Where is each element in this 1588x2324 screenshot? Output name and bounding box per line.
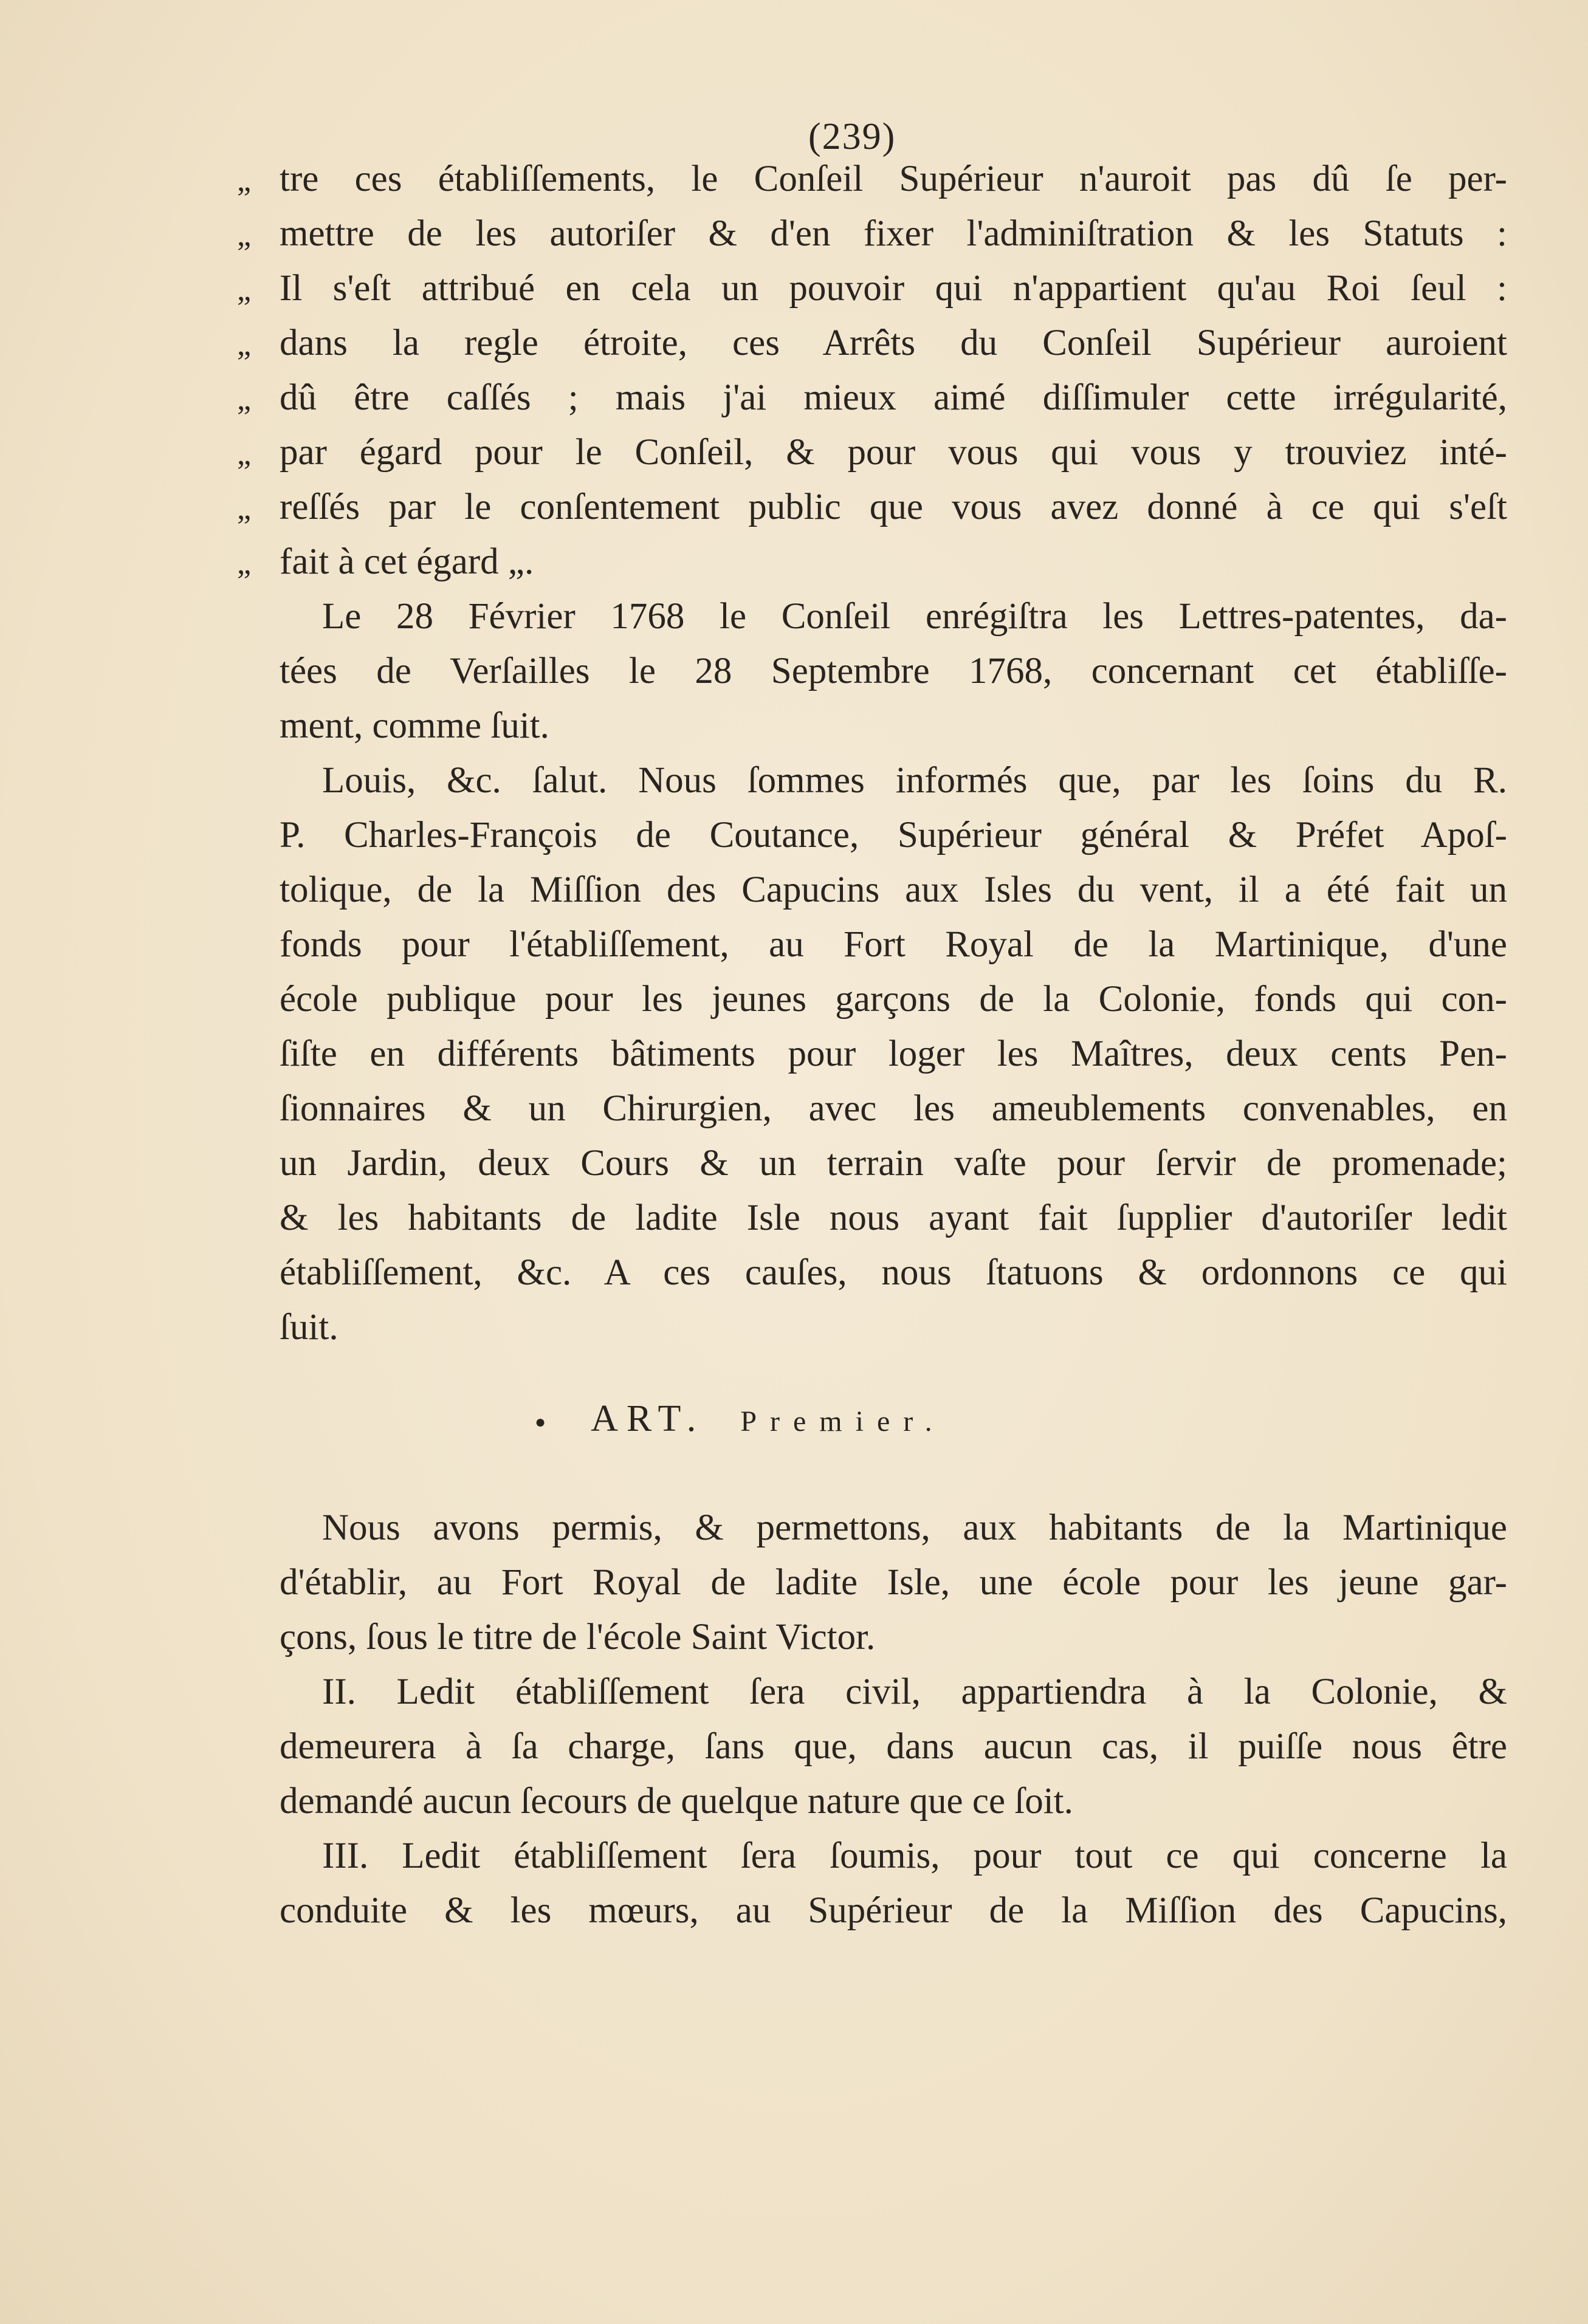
paragraph-line: école publique pour les jeunes garçons de la Colonie, fonds qui con-	[280, 979, 1507, 1020]
paragraph-line: tolique, de la Miſſion des Capucins aux Isles du vent, il a été fait un	[280, 869, 1507, 910]
paragraph-line: tées de Verſailles le 28 Septembre 1768, concernant cet établiſſe-	[280, 651, 1507, 691]
paragraph-line: P. Charles-François de Coutance, Supérieur général & Préfet Apoſ-	[280, 815, 1507, 855]
quote-text: par égard pour le Conſeil, & pour vous qui vous y trouviez inté-	[280, 432, 1507, 473]
quote-line	[237, 428, 1507, 479]
paragraph-line: établiſſement, &c. A ces cauſes, nous ſtatuons & ordonnons ce qui	[280, 1252, 1507, 1293]
paragraph-line: Le 28 Février 1768 le Conſeil enrégiſtra les Lettres-patentes, da-	[322, 596, 1507, 637]
article-line: d'établir, au Fort Royal de ladite Isle, une école pour les jeune gar-	[280, 1562, 1507, 1603]
paragraph-line: ſionnaires & un Chirurgien, avec les ameublements convenables, en	[280, 1088, 1507, 1129]
quote-mark: „	[237, 546, 252, 581]
paragraph-line: ment, comme ſuit.	[280, 705, 549, 746]
quote-line	[237, 538, 1507, 588]
paragraph-line: Louis, &c. ſalut. Nous ſommes informés que, par les ſoins du R.	[322, 760, 1507, 801]
article-line: Nous avons permis, & permettons, aux habitants de la Martinique	[322, 1507, 1507, 1548]
article-line: III. Ledit établiſſement ſera ſoumis, pour tout ce qui concerne la	[322, 1836, 1507, 1876]
quote-mark: „	[237, 382, 252, 417]
article-line: II. Ledit établiſſement ſera civil, appartiendra à la Colonie, &	[322, 1671, 1507, 1712]
quote-text: Il s'eſt attribué en cela un pouvoir qui n'appartient qu'au Roi ſeul :	[280, 268, 1507, 309]
quote-text: fait à cet égard „.	[280, 541, 534, 582]
paragraph-line: ſiſte en différents bâtiments pour loger les Maîtres, deux cents Pen-	[280, 1033, 1507, 1074]
heading-premier: Premier.	[740, 1405, 946, 1438]
quote-line	[237, 264, 1507, 315]
paragraph-line: & les habitants de ladite Isle nous ayant fait ſupplier d'autoriſer ledit	[280, 1198, 1507, 1238]
quote-mark: „	[237, 273, 252, 307]
heading-art: ART.	[591, 1398, 705, 1439]
article-heading	[535, 1397, 946, 1441]
quote-text: reſſés par le conſentement public que vous avez donné à ce qui s'eſt	[280, 487, 1507, 527]
paragraph-line: ſuit.	[280, 1307, 339, 1348]
quote-mark: „	[237, 218, 252, 253]
article-line: demeurera à ſa charge, ſans que, dans aucun cas, il puiſſe nous être	[280, 1726, 1507, 1767]
page-number: (239)	[808, 116, 896, 157]
article-line: demandé aucun ſecours de quelque nature que ce ſoit.	[280, 1781, 1073, 1822]
quote-line	[237, 483, 1507, 533]
article-line: çons, ſous le titre de l'école Saint Victor.	[280, 1617, 876, 1657]
quote-line	[237, 374, 1507, 424]
quote-mark: „	[237, 437, 252, 471]
paragraph-line: un Jardin, deux Cours & un terrain vaſte pour ſervir de promenade;	[280, 1143, 1507, 1184]
quote-text: dans la regle étroite, ces Arrêts du Conſeil Supérieur auroient	[280, 323, 1507, 363]
quote-mark: „	[237, 492, 252, 526]
article-line: conduite & les mœurs, au Supérieur de la Miſſion des Capucins,	[280, 1890, 1507, 1931]
quote-mark: „	[237, 327, 252, 362]
paragraph-line: fonds pour l'établiſſement, au Fort Royal de la Martinique, d'une	[280, 924, 1507, 965]
quote-text: dû être caſſés ; mais j'ai mieux aimé diſſimuler cette irrégularité,	[280, 377, 1507, 418]
quote-text: mettre de les autoriſer & d'en fixer l'adminiſtration & les Statuts :	[280, 213, 1507, 254]
quote-line	[237, 155, 1507, 205]
quote-text: tre ces établiſſements, le Conſeil Supérieur n'auroit pas dû ſe per-	[280, 159, 1507, 199]
quote-line	[237, 319, 1507, 369]
quote-line	[237, 210, 1507, 260]
quote-mark: „	[237, 163, 252, 198]
ornament-dot: ●	[535, 1411, 555, 1432]
